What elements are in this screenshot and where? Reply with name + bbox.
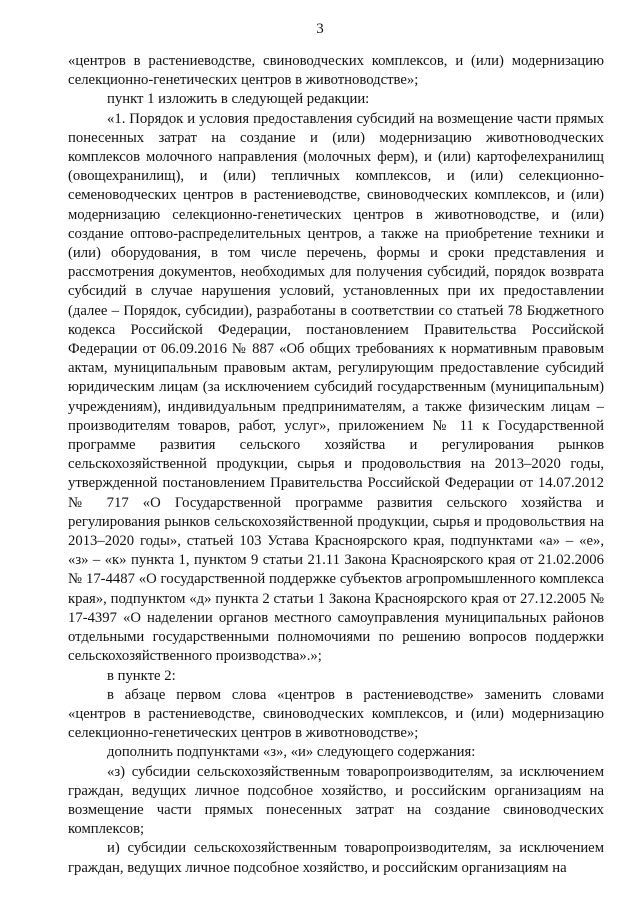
paragraph: «1. Порядок и условия предоставления субсидий на возмещение части прямых понесенных затрат на создание и (или) модернизацию животноводческих комплексов молочного направления (молочных ферм), и (или) картофелехранилищ (овощехранилищ), и (или) тепличных комплексов, и (или) селекционно-семеноводческих центров в растениеводстве, свиноводческих комплексов, и (или) модернизацию селекционно-генетических центров в животноводстве, и (или) создание оптово-распределительных центров, а также на приобретение техники и (или) оборудования, в том числе перечень, формы и сроки представления и рассмотрения документов, необходимых для получения субсидий, порядок возврата субсидий в случае нарушения условий, установленных при их предоставлении (далее – Порядок, субсидии), разработаны в соответствии со статьей 78 Бюджетного кодекса Российской Федерации, постановлением Правительства Российской Федерации от 06.09.2016 № 887 «Об общих требованиях к нормативным правовым актам, муниципальным правовым актам, регулирующим предоставление субсидий юридическим лицам (за исключением субсидий государственным (муниципальным) учреждениям), индивидуальным предпринимателям, а также физическим лицам – производителям товаров, работ, услуг», приложением № 11 к Государственной программе развития сельского хозяйства и регулирования рынков сельскохозяйственной продукции, сырья и продовольствия на 2013–2020 годы, утвержденной постановлением Правительства Российской Федерации от 14.07.2012 № 717 «О Государственной программе развития сельского хозяйства и регулирования рынков сельскохозяйственной продукции, сырья и продовольствия на 2013–2020 годы», статьей 103 Устава Красноярского края, подпунктами «а» – «е», «з» – «к» пункта 1, пунктом 9 статьи 21.11 Закона Красноярского края от 21.02.2006 № 17-4487 «О государственной поддержке субъектов агропромышленного комплекса края», подпунктом «д» пункта 2 статьи 1 Закона Красноярского края от 27.12.2005 № 17-4397 «О наделении органов местного самоуправления муниципальных районов отдельными государственными полномочиями по решению вопросов поддержки сельскохозяйственного производства».»; <box>68 110 604 665</box>
paragraph: в абзаце первом слова «центров в растениеводстве» заменить словами «центров в растениеводстве, свиноводческих комплексов, и (или) модернизацию селекционно-генетических центров в животноводстве»; <box>68 686 604 742</box>
paragraph: «центров в растениеводстве, свиноводческих комплексов, и (или) модернизацию селекционно-генетических центров в животноводстве»; <box>68 53 604 89</box>
paragraph: дополнить подпунктами «з», «и» следующего содержания: <box>107 744 476 761</box>
paragraph: в пункте 2: <box>107 667 176 684</box>
page-number: 3 <box>316 21 324 37</box>
paragraph: «з) субсидии сельскохозяйственным товаропроизводителям, за исключением граждан, ведущих личное подсобное хозяйство, и российским организациям на возмещение части прямых понесенных затрат на создание свиноводческих комплексов; <box>68 763 604 838</box>
paragraph: и) субсидии сельскохозяйственным товаропроизводителям, за исключением граждан, ведущих личное подсобное хозяйство, и российским организациям на <box>68 840 604 876</box>
document-body <box>68 52 604 878</box>
paragraph: пункт 1 изложить в следующей редакции: <box>107 91 370 108</box>
